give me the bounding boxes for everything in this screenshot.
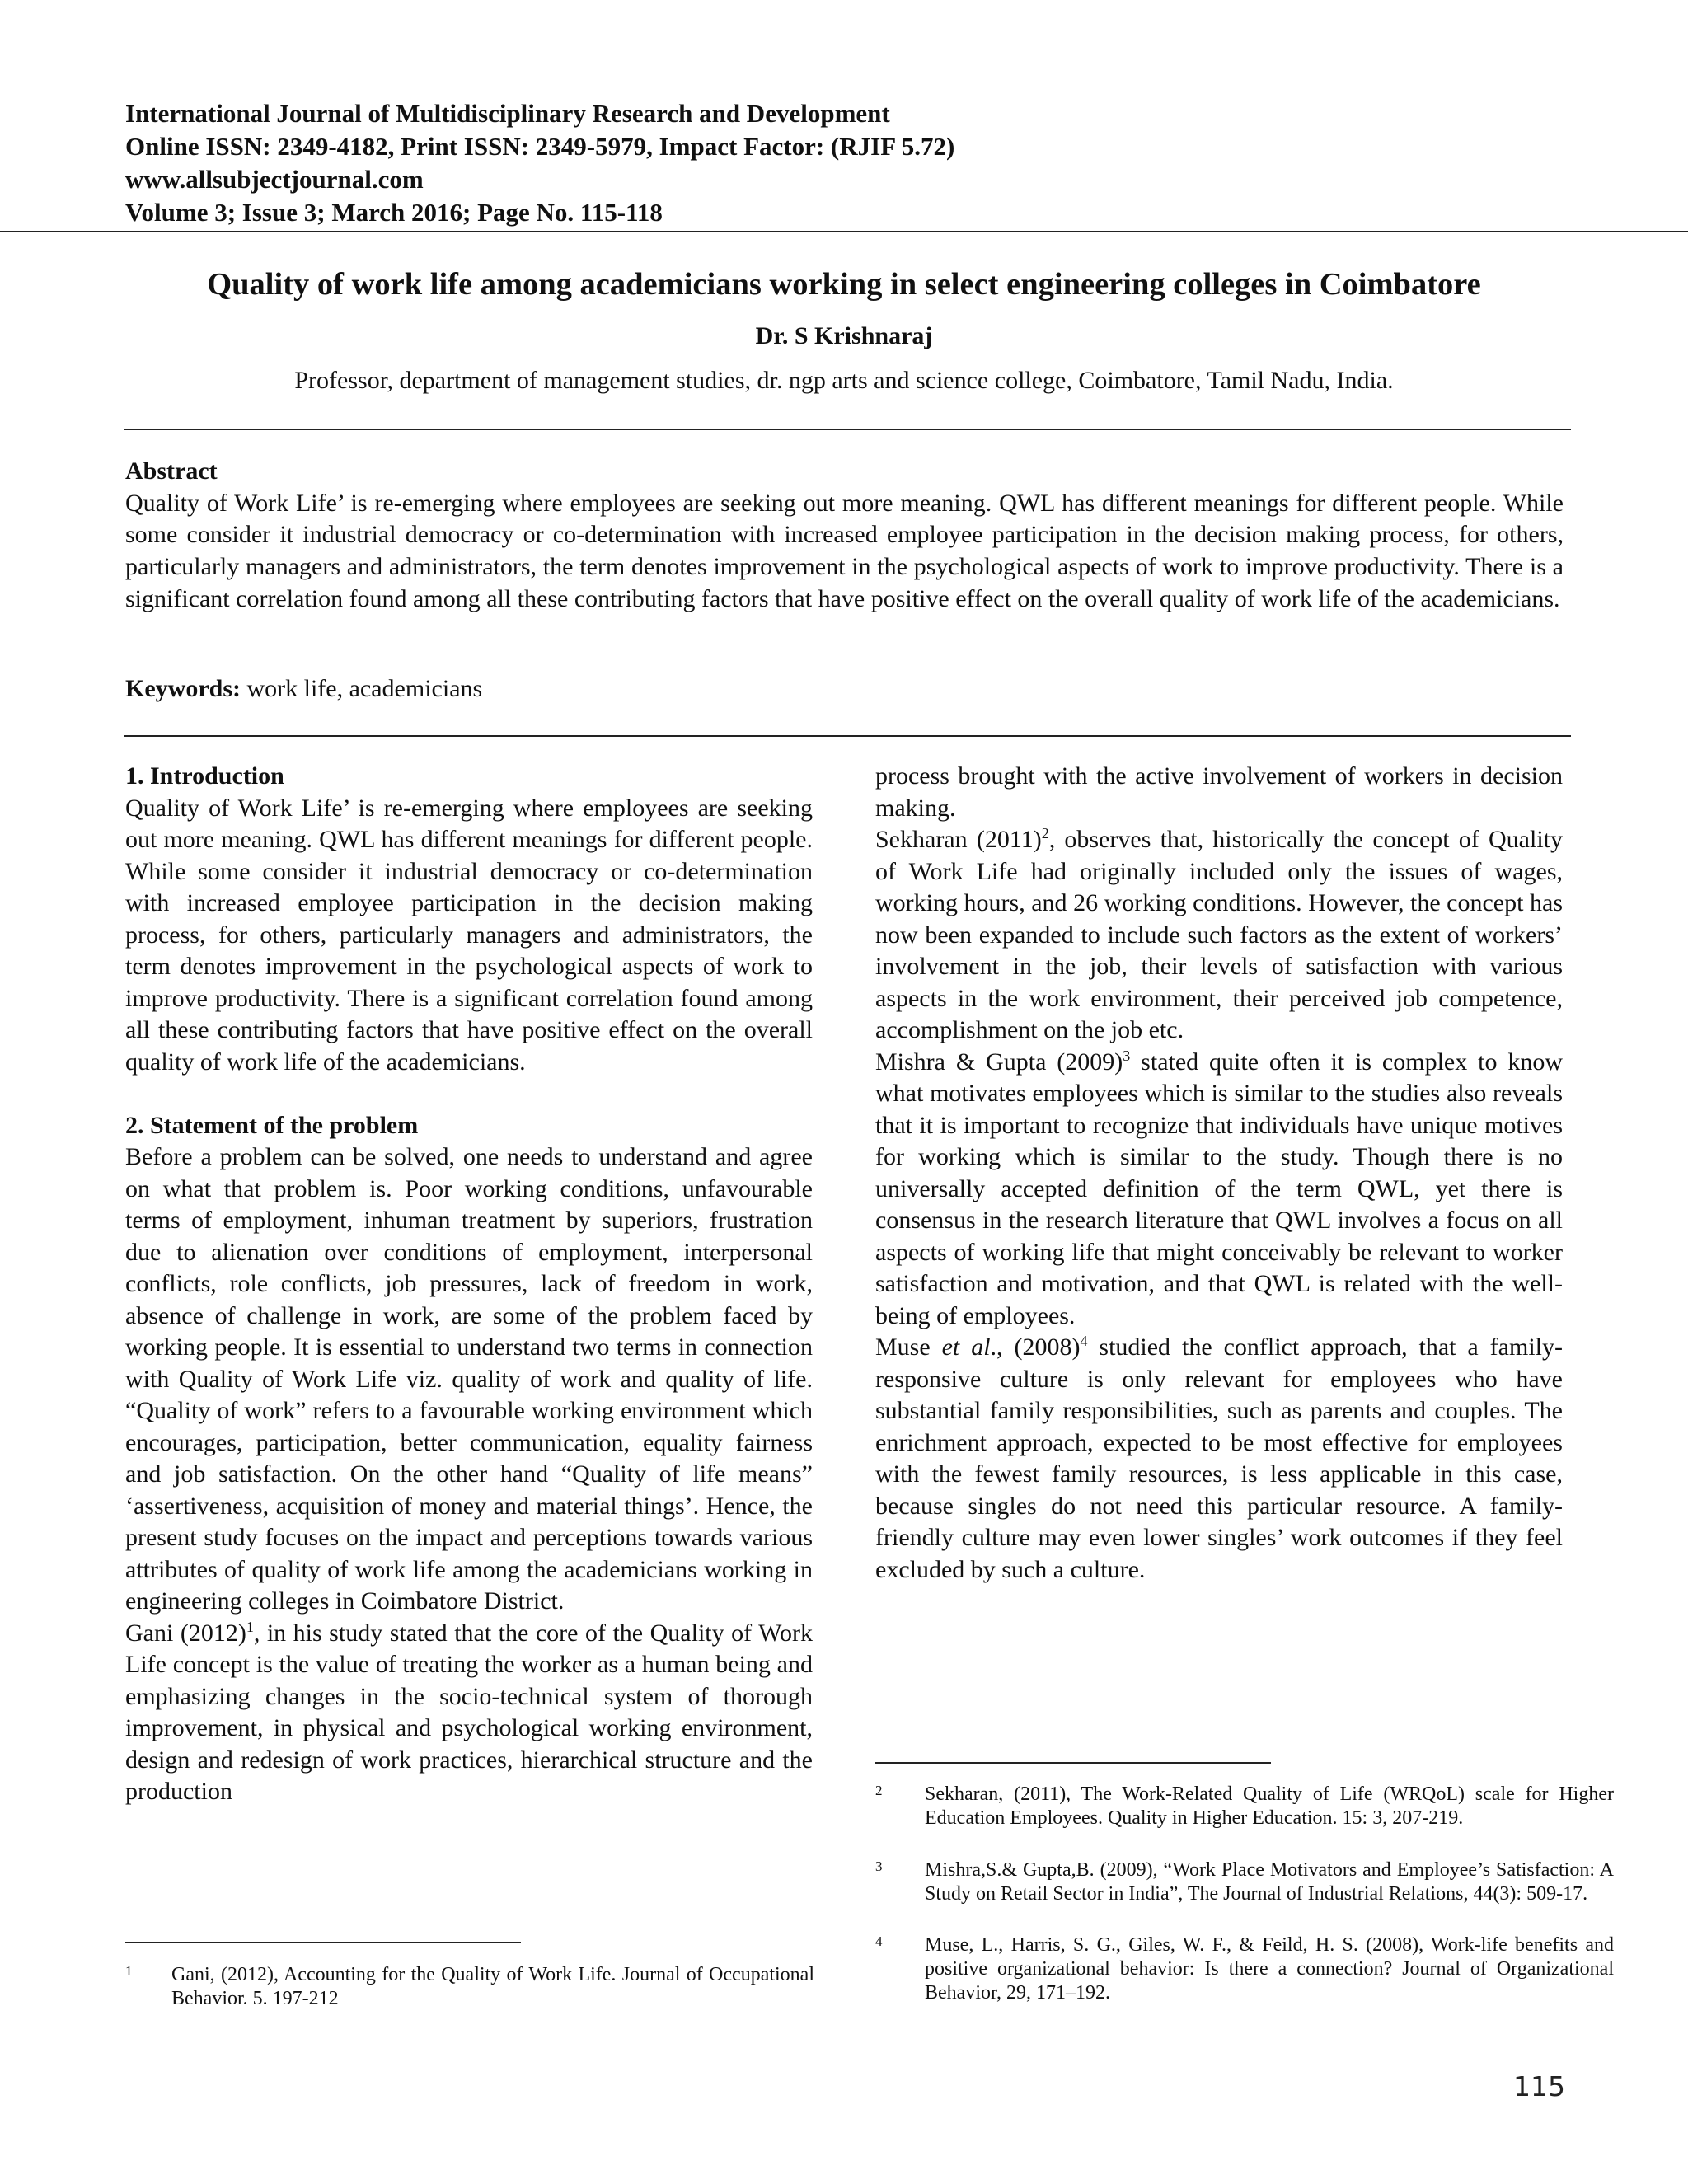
- muse-citation-author: Muse: [875, 1333, 942, 1361]
- journal-issn: Online ISSN: 2349-4182, Print ISSN: 2349-5979, Impact Factor: (RJIF 5.72): [125, 132, 955, 161]
- mishra-citation: Mishra & Gupta (2009): [875, 1047, 1123, 1076]
- journal-website: www.allsubjectjournal.com: [125, 165, 424, 194]
- abstract: [125, 456, 1564, 616]
- sekharan-citation: Sekharan (2011): [875, 826, 1042, 853]
- author-affiliation: Professor, department of management studies, dr. ngp arts and science college, Coimbatore, Tamil Nadu, India.: [294, 367, 1394, 394]
- footnote-4-text: Muse, L., Harris, S. G., Giles, W. F., & Feild, H. S. (2008), Work-life benefits and positive organizational behavior: Is there a connection? Journal of Organizational Behavior, 29, 171–192.: [925, 1934, 1614, 2004]
- intro-heading: 1. Introduction: [125, 762, 284, 790]
- sekharan-text: , observes that, historically the concept of Quality of Work Life had originally included only the issues of wages, working hours, and 26 working conditions. However, the concept has now been expanded to include such factors as the extent of workers’ involvement in the job, their levels of satisfaction with various aspects in the work environment, their perceived job competence, accomplishment on the job etc.: [875, 826, 1563, 1043]
- muse-citation-year: ., (2008): [990, 1333, 1081, 1361]
- muse-footnote-ref[interactable]: 4: [1080, 1333, 1088, 1349]
- left-footnote-rule: [125, 1942, 521, 1943]
- problem-heading: 2. Statement of the problem: [125, 1111, 419, 1139]
- sekharan-footnote-ref[interactable]: 2: [1041, 825, 1049, 841]
- right-continuation: process brought with the active involvement of workers in decision making.: [875, 762, 1563, 822]
- gani-citation: Gani (2012): [125, 1619, 246, 1647]
- keywords-label: Keywords:: [125, 675, 241, 702]
- gani-text: , in his study stated that the core of the Quality of Work Life concept is the value of treating the worker as a human being and emphasizing changes in the socio-technical system of thorough improvement, in physical and psychological working environment, design and redesign of work practices, hierarchical structure and the production: [125, 1619, 813, 1805]
- journal-name: International Journal of Multidisciplinary Research and Development: [125, 99, 890, 128]
- article-title: Quality of work life among academicians working in select engineering colleges in Coimbatore: [207, 267, 1481, 302]
- journal-volume: Volume 3; Issue 3; March 2016; Page No. 115-118: [125, 198, 663, 227]
- intro-text: Quality of Work Life’ is re-emerging where employees are seeking out more meaning. QWL has different meanings for different people. While some consider it industrial democracy or co-determination with increased employee participation in the decision making process, for others, particularly managers and administrators, the term denotes improvement in the psychological aspects of work to improve productivity. There is a significant correlation found among all these contributing factors that have positive effect on the overall quality of work life of the academicians.: [125, 794, 813, 1076]
- footnote-3: [875, 1858, 1614, 1931]
- muse-citation-etal: et al: [941, 1333, 991, 1361]
- footnote-1-number: 1: [125, 1963, 133, 1979]
- abstract-heading: Abstract: [125, 457, 218, 485]
- abstract-text: Quality of Work Life’ is re-emerging where employees are seeking out more meaning. QWL has different meanings for different people. While some consider it industrial democracy or co-determination with increased employee participation in the decision making process, for others, particularly managers and administrators, the term denotes improvement in the psychological aspects of work to improve productivity. There is a significant correlation found among all these contributing factors that have positive effect on the overall quality of work life of the academicians.: [125, 489, 1564, 612]
- right-footnote-rule: [875, 1762, 1271, 1764]
- problem-text: Before a problem can be solved, one needs to understand and agree on what that problem is. Poor working conditions, unfavourable terms of employment, inhuman treatment by superiors, frustration due to alienation over conditions of employment, interpersonal conflicts, role conflicts, job pressures, lack of freedom in work, absence of challenge in work, are some of the problem faced by working people. It is essential to understand two terms in connection with Quality of Work Life viz. quality of work and quality of life. “Quality of work” refers to a favourable working environment which encourages, participation, better communication, equality fairness and job satisfaction. On the other hand “Quality of life means” ‘assertiveness, acquisition of money and material things’. Hence, the present study focuses on the impact and perceptions towards various attributes of quality of work life among the academicians working in engineering colleges in Coimbatore District.: [125, 1143, 813, 1615]
- header-divider: [0, 231, 1688, 232]
- mishra-footnote-ref[interactable]: 3: [1123, 1047, 1131, 1064]
- footnote-3-number: 3: [875, 1858, 883, 1874]
- title-divider: [124, 429, 1571, 430]
- sekharan-paragraph: [875, 824, 1563, 1047]
- mishra-paragraph: [875, 1047, 1563, 1333]
- muse-text: studied the conflict approach, that a family-responsive culture is only relevant for employees who have substantial family responsibilities, such as parents and couples. The enrichment approach, expected to be most effective for employees with the fewest family resources, is less applicable in this case, because singles do not need this particular resource. A family-friendly culture may even lower singles’ work outcomes if they feel excluded by such a culture.: [875, 1333, 1563, 1583]
- footnote-2-text: Sekharan, (2011), The Work-Related Quality of Life (WRQoL) scale for Higher Education Employees. Quality in Higher Education. 15: 3, 207-219.: [925, 1783, 1614, 1829]
- page-number: 115: [1513, 2070, 1565, 2102]
- footnote-3-text: Mishra,S.& Gupta,B. (2009), “Work Place Motivators and Employee’s Satisfaction: A Study on Retail Sector in India”, The Journal of Industrial Relations, 44(3): 509-17.: [925, 1859, 1614, 1905]
- footnote-4-number: 4: [875, 1933, 883, 1949]
- gani-footnote-ref[interactable]: 1: [246, 1618, 254, 1635]
- article-author: Dr. S Krishnaraj: [755, 322, 933, 349]
- keywords: [125, 673, 1564, 705]
- footnote-2-number: 2: [875, 1783, 883, 1798]
- muse-paragraph: [875, 1332, 1563, 1586]
- gani-paragraph: [125, 1618, 813, 1808]
- mishra-text: stated quite often it is complex to know what motivates employees which is similar to the studies also reveals that it is important to recognize that individuals have unique motives for working which is similar to the study. Though there is no universally accepted definition of the term QWL, yet there is consensus in the research literature that QWL involves a focus on all aspects of working life that might conceivably be relevant to worker satisfaction and motivation, and that QWL is related with the well-being of employees.: [875, 1047, 1563, 1329]
- footnote-2: [875, 1783, 1614, 1855]
- footnote-1: [125, 1963, 814, 2013]
- left-column: [125, 761, 813, 1808]
- footnote-4: [875, 1933, 1614, 2006]
- keywords-text: work life, academicians: [246, 675, 483, 702]
- footnote-1-text: Gani, (2012), Accounting for the Quality of Work Life. Journal of Occupational Behavior. 5. 197-212: [171, 1964, 814, 2009]
- right-column: [875, 761, 1563, 1586]
- journal-header: [125, 97, 1609, 229]
- abstract-divider: [124, 735, 1571, 737]
